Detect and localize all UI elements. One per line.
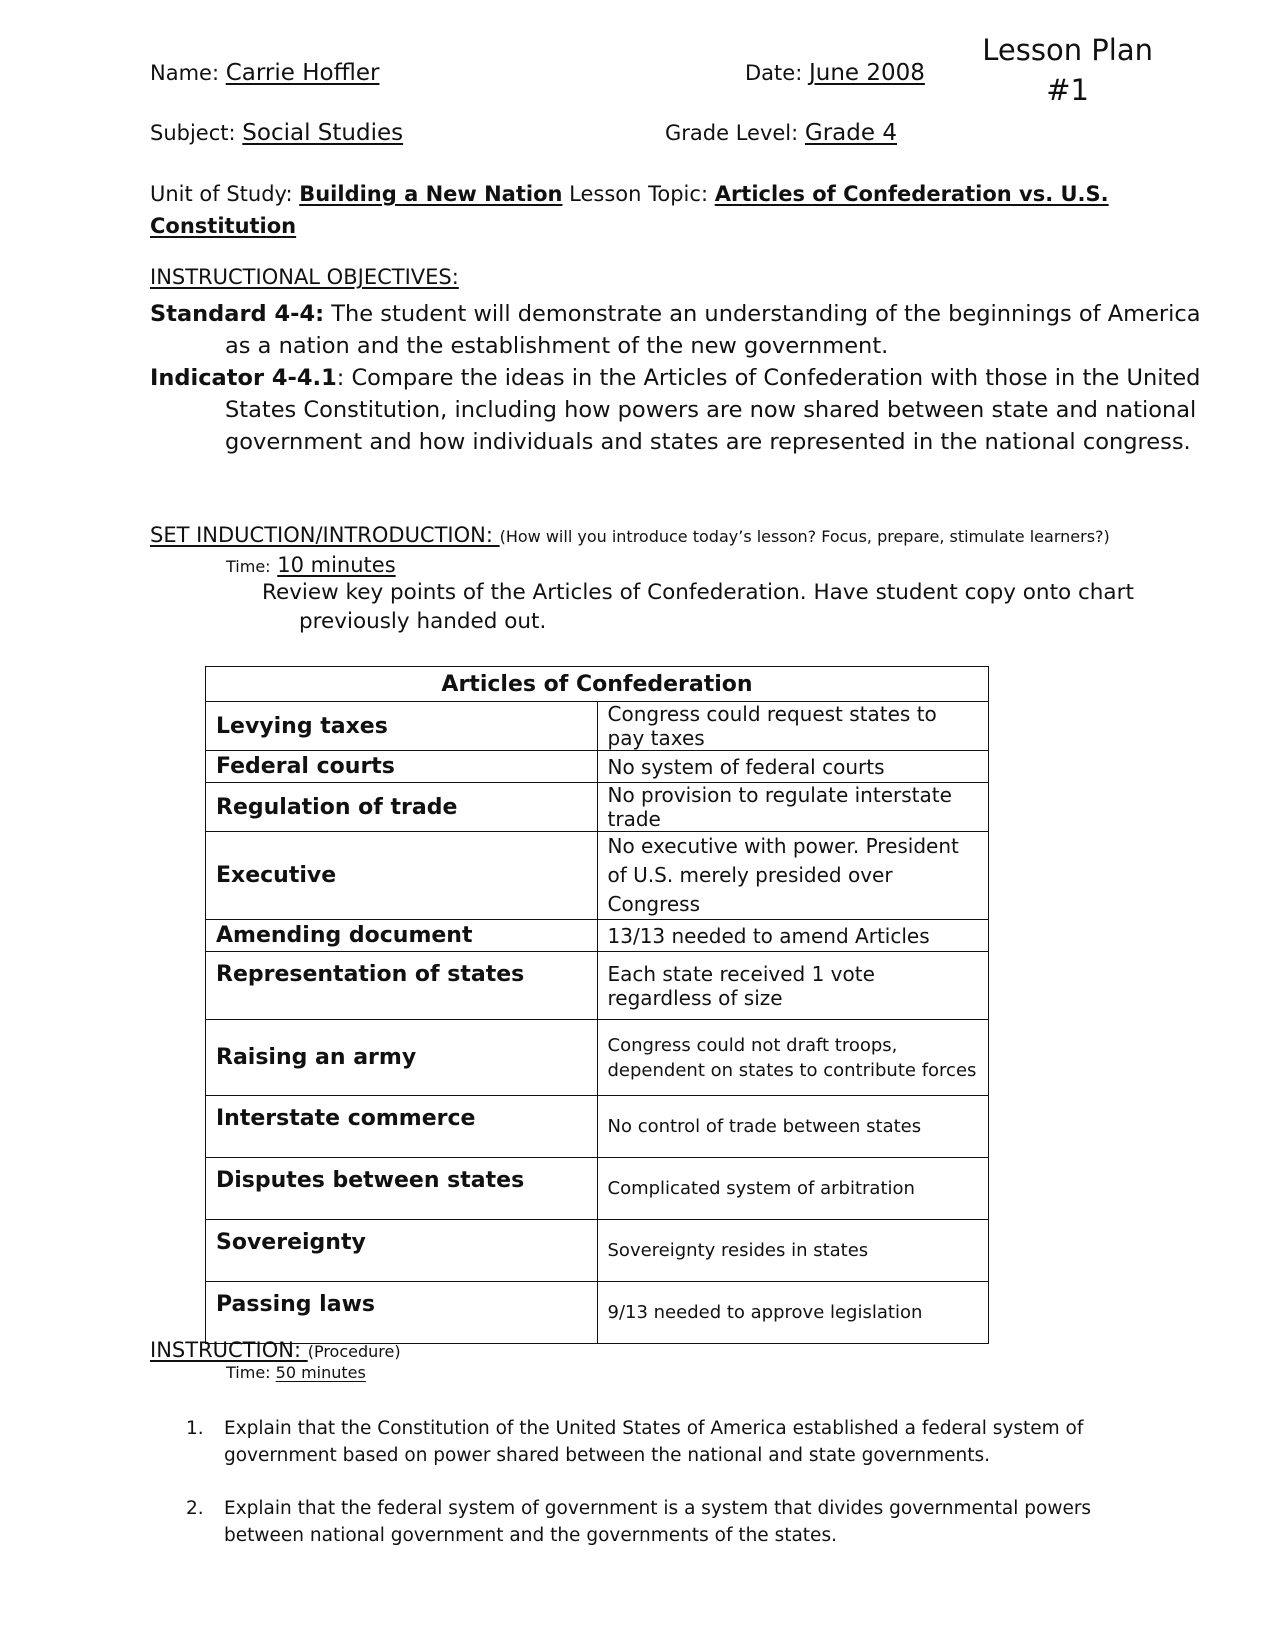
instruction-time: [226, 1363, 366, 1382]
row-key: Executive: [206, 832, 598, 920]
table-row: [206, 1158, 989, 1220]
instruction-heading: INSTRUCTION:: [150, 1338, 308, 1362]
unit-label: Unit of Study:: [150, 182, 293, 206]
row-key: Disputes between states: [206, 1158, 598, 1220]
row-value: Sovereignty resides in states: [597, 1220, 989, 1282]
table-title: Articles of Confederation: [206, 667, 989, 702]
set-induction-line2: previously handed out.: [299, 609, 547, 634]
row-key: Sovereignty: [206, 1220, 598, 1282]
standard-text: The student will demonstrate an understanding of the beginnings of America as a nation and the establishment of the new government.: [225, 301, 1201, 359]
item-text: Explain that the federal system of government is a system that divides governmental powers between national government and the governments of the states.: [224, 1498, 1092, 1546]
row-key: Regulation of trade: [206, 783, 598, 832]
row-key: Passing laws: [206, 1282, 598, 1344]
row-value: No executive with power. President of U.S. merely presided over Congress: [597, 832, 989, 920]
name-label: Name:: [150, 61, 220, 85]
row-key: Federal courts: [206, 751, 598, 783]
item-number: 2.: [186, 1498, 204, 1519]
table-row: [206, 1020, 989, 1096]
unit-and-topic: [150, 178, 1160, 242]
date-value: June 2008: [808, 60, 925, 86]
indicator-paragraph: [150, 362, 1205, 458]
unit-value: Building a New Nation: [299, 182, 563, 206]
standard-paragraph: [150, 298, 1205, 362]
table-row: [206, 1282, 989, 1344]
table-row: [206, 920, 989, 952]
date-label: Date:: [745, 61, 803, 85]
row-value: No provision to regulate interstate trade: [597, 783, 989, 832]
articles-table: [205, 666, 989, 1344]
set-induction: [150, 523, 1110, 547]
grade-value: Grade 4: [804, 120, 897, 146]
subject-value: Social Studies: [242, 120, 404, 146]
table-row: [206, 832, 989, 920]
row-key: Representation of states: [206, 952, 598, 1020]
grade-label: Grade Level:: [665, 121, 799, 145]
time-label: Time:: [226, 557, 271, 576]
time-value: 10 minutes: [277, 553, 396, 577]
row-value: Congress could not draft troops, dependent on states to contribute forces: [597, 1020, 989, 1096]
item-text: Explain that the Constitution of the United States of America established a federal system of government based on power shared between the national and state governments.: [224, 1418, 1084, 1466]
name-value: Carrie Hoffler: [225, 60, 380, 86]
set-induction-line1: Review key points of the Articles of Confederation. Have student copy onto chart: [262, 580, 1134, 605]
row-value: Each state received 1 vote regardless of size: [597, 952, 989, 1020]
lesson-plan-line1: Lesson Plan: [982, 33, 1153, 67]
row-value: No system of federal courts: [597, 751, 989, 783]
instruction-time-label: Time:: [226, 1363, 271, 1382]
instruction-note: (Procedure): [307, 1342, 401, 1361]
instruction-time-value: 50 minutes: [275, 1363, 366, 1382]
date-field: [745, 60, 925, 86]
row-key: Raising an army: [206, 1020, 598, 1096]
subject-field: [150, 120, 403, 146]
lesson-plan-number: #1: [1046, 73, 1089, 107]
set-induction-heading: SET INDUCTION/INTRODUCTION:: [150, 523, 500, 547]
row-key: Interstate commerce: [206, 1096, 598, 1158]
table-row: [206, 751, 989, 783]
table-header-row: [206, 667, 989, 702]
table-row: [206, 1220, 989, 1282]
table-row: [206, 783, 989, 832]
row-key: Levying taxes: [206, 702, 598, 751]
row-value: 13/13 needed to amend Articles: [597, 920, 989, 952]
row-value: Congress could request states to pay taxes: [597, 702, 989, 751]
objectives-heading: INSTRUCTIONAL OBJECTIVES:: [150, 265, 459, 289]
item-number: 1.: [186, 1418, 204, 1439]
row-value: No control of trade between states: [597, 1096, 989, 1158]
instruction-section: [150, 1338, 401, 1362]
name-field: [150, 60, 379, 86]
row-value: Complicated system of arbitration: [597, 1158, 989, 1220]
topic-value: Articles of Confederation vs. U.S. Constitution: [150, 182, 1109, 238]
row-key: Amending document: [206, 920, 598, 952]
grade-field: [665, 120, 897, 146]
lesson-plan-label: [982, 30, 1153, 110]
subject-label: Subject:: [150, 121, 236, 145]
row-value: 9/13 needed to approve legislation: [597, 1282, 989, 1344]
set-induction-note: (How will you introduce today’s lesson? Focus, prepare, stimulate learners?): [499, 527, 1110, 546]
indicator-label: Indicator 4-4.1: [150, 365, 337, 391]
topic-label: Lesson Topic:: [569, 182, 709, 206]
standard-label: Standard 4-4:: [150, 301, 325, 327]
table-row: [206, 702, 989, 751]
table-row: [206, 952, 989, 1020]
indicator-text: : Compare the ideas in the Articles of Confederation with those in the United States Constitution, including how powers are now shared between state and national government and how individuals and states are represented in the national congress.: [225, 365, 1201, 455]
table-row: [206, 1096, 989, 1158]
set-induction-time: [226, 553, 396, 577]
